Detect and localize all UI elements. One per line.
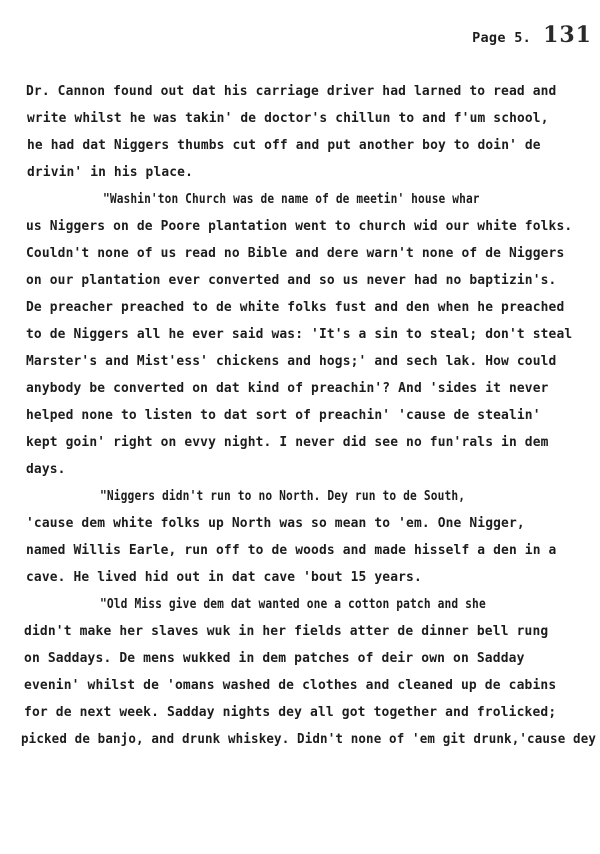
text-line: named Willis Earle, run off to de woods and made hisself a den in a	[26, 542, 557, 558]
text-line: to de Niggers all he ever said was: 'It's a sin to steal; don't steal	[26, 326, 573, 342]
text-line: 'cause dem white folks up North was so mean to 'em. One Nigger,	[26, 515, 525, 531]
text-line: "Old Miss give dem dat wanted one a cotton patch and she	[100, 596, 486, 612]
text-line: "Niggers didn't run to no North. Dey run to de South,	[100, 488, 466, 504]
text-line: on our plantation ever converted and so us never had no baptizin's.	[26, 272, 557, 288]
text-line: picked de banjo, and drunk whiskey. Didn't none of 'em git drunk,'cause dey	[21, 731, 597, 747]
text-line: drivin' in his place.	[27, 164, 193, 180]
text-line: days.	[26, 461, 66, 477]
text-line: helped none to listen to dat sort of preachin' 'cause de stealin'	[26, 407, 541, 423]
text-line: cave. He lived hid out in dat cave 'bout 15 years.	[26, 569, 422, 585]
text-line: for de next week. Sadday nights dey all got together and frolicked;	[24, 704, 557, 720]
text-line: De preacher preached to de white folks fust and den when he preached	[26, 299, 565, 315]
text-line: us Niggers on de Poore plantation went to church wid our white folks.	[26, 218, 573, 234]
text-line: "Washin'ton Church was de name of de meetin' house whar	[103, 191, 480, 207]
text-line: he had dat Niggers thumbs cut off and put another boy to doin' de	[27, 137, 541, 153]
text-line: on Saddays. De mens wukked in dem patches of deir own on Sadday	[24, 650, 525, 666]
text-line: Couldn't none of us read no Bible and dere warn't none of de Niggers	[26, 245, 565, 261]
body-text	[0, 78, 600, 753]
text-line: evenin' whilst de 'omans washed de clothes and cleaned up de cabins	[24, 677, 557, 693]
text-line: didn't make her slaves wuk in her fields atter de dinner bell rung	[24, 623, 549, 639]
page-header	[472, 22, 592, 48]
text-line: kept goin' right on evvy night. I never did see no fun'rals in dem	[26, 434, 549, 450]
text-line: Marster's and Mist'ess' chickens and hogs;' and sech lak. How could	[26, 353, 557, 369]
text-line: Dr. Cannon found out dat his carriage driver had larned to read and	[26, 83, 557, 99]
text-line: anybody be converted on dat kind of preachin'? And 'sides it never	[26, 380, 549, 396]
page-label: Page 5.	[472, 30, 532, 46]
folio-number: 131	[543, 22, 592, 48]
text-line: write whilst he was takin' de doctor's chillun to and f'um school,	[27, 110, 549, 126]
